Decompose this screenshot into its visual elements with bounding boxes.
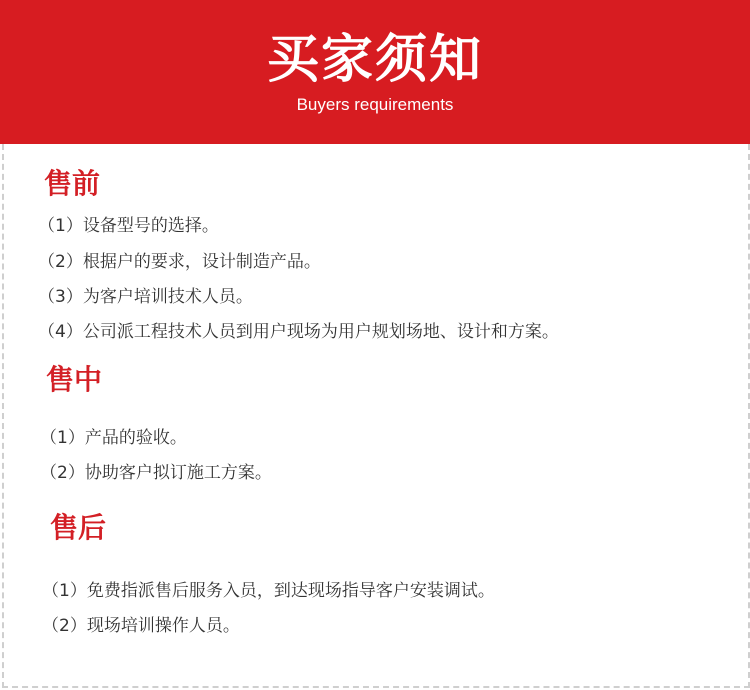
list-item: （3）为客户培训技术人员。 [38,287,253,307]
list-item: （1）产品的验收。 [40,428,187,448]
section-heading-after-sale: 售后 [50,511,107,544]
list-item: （2）协助客户拟订施工方案。 [40,463,272,483]
list-item: （4）公司派工程技术人员到用户现场为用户规划场地、设计和方案。 [38,322,559,342]
page-subtitle: Buyers requirements [296,95,454,114]
page-title: 买家须知 [266,30,483,90]
list-item: （1）设备型号的选择。 [38,216,219,236]
list-item: （2）现场培训操作人员。 [42,616,240,636]
header-banner [0,0,750,144]
section-heading-pre-sale: 售前 [44,167,101,200]
list-item: （2）根据户的要求，设计制造产品。 [38,252,321,272]
list-item: （1）免费指派售后服务入员，到达现场指导客户安装调试。 [42,581,495,601]
section-heading-in-sale: 售中 [46,363,103,396]
